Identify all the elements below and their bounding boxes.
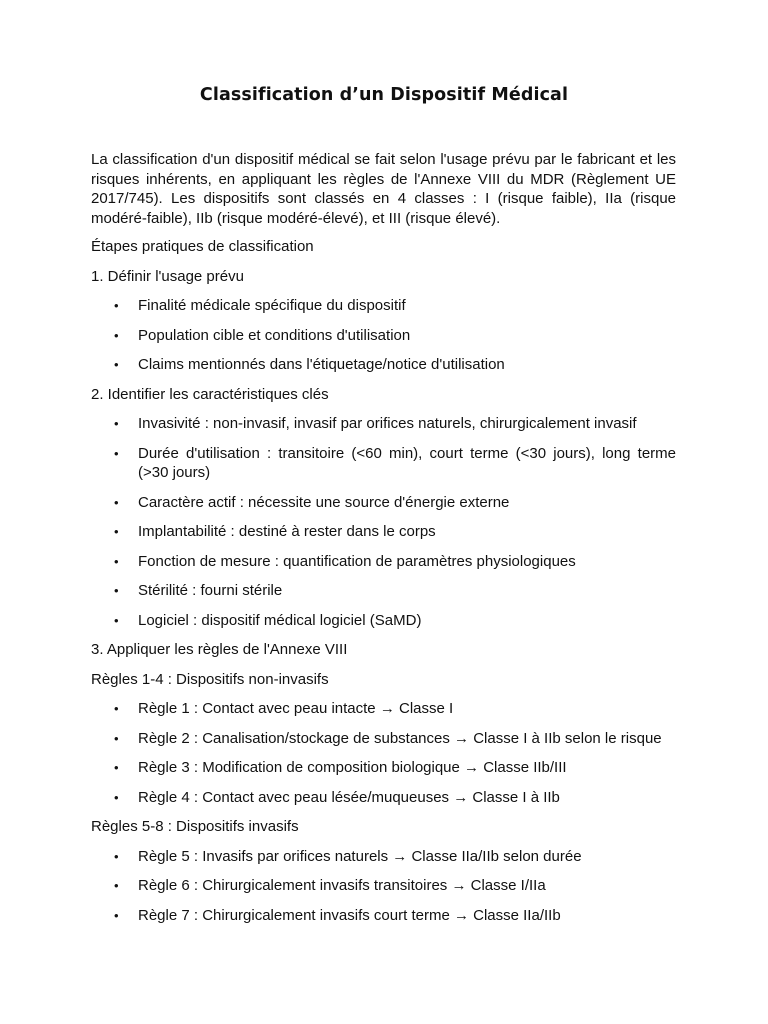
bullet-icon: • <box>114 357 119 372</box>
bullet-icon: • <box>114 494 119 510</box>
rules-group1-list <box>91 699 676 807</box>
rules-group2-heading: Règles 5-8 : Dispositifs invasifs <box>91 818 299 835</box>
bullet-icon: • <box>114 612 119 628</box>
list-item <box>91 414 676 434</box>
document-body <box>91 150 676 935</box>
bullet-icon: • <box>114 760 119 775</box>
list-item <box>91 788 676 808</box>
list-item-text: Fonction de mesure : quantification de paramètres physiologiques <box>138 552 576 570</box>
bullet-icon: • <box>114 907 119 923</box>
list-item-text: Caractère actif : nécessite une source d'énergie externe <box>138 493 510 511</box>
list-item <box>91 729 676 749</box>
step3-heading: 3. Appliquer les règles de l'Annexe VIII <box>91 641 348 658</box>
step1-heading: 1. Définir l'usage prévu <box>91 267 244 285</box>
bullet-icon: • <box>114 701 119 716</box>
list-item <box>91 758 676 778</box>
list-item-text: Durée d'utilisation : transitoire (<60 min), court terme (<30 jours), long terme (>30 jours) <box>138 444 676 481</box>
intro-paragraph: La classification d'un dispositif médical se fait selon l'usage prévu par le fabricant et les risques inhérents, en appliquant les règles de l'Annexe VIII du MDR (Règlement UE 2017/745). Les dispositifs sont classés en 4 classes : I (risque faible), IIa (risque modéré-faible), IIb (risque modéré-élevé), et III (risque élevé). <box>91 151 676 227</box>
bullet-icon: • <box>114 445 119 461</box>
list-item <box>91 552 676 572</box>
list-item-text: Logiciel : dispositif médical logiciel (SaMD) <box>138 611 422 629</box>
list-item-text: Règle 3 : Modification de composition biologique → Classe IIb/III <box>138 759 567 776</box>
list-item-text: Règle 2 : Canalisation/stockage de substances → Classe I à IIb selon le risque <box>138 729 662 747</box>
list-item <box>91 847 676 867</box>
step2-heading: 2. Identifier les caractéristiques clés <box>91 385 329 403</box>
step2-list <box>91 414 676 630</box>
bullet-icon: • <box>114 583 119 598</box>
bullet-icon: • <box>114 416 119 431</box>
bullet-icon: • <box>114 327 119 343</box>
bullet-icon: • <box>114 878 119 893</box>
list-item-text: Population cible et conditions d'utilisation <box>138 326 411 344</box>
list-item-text: Stérilité : fourni stérile <box>138 582 283 599</box>
list-item <box>91 906 676 926</box>
list-item-text: Finalité médicale spécifique du dispositif <box>138 297 406 314</box>
list-item-text: Règle 1 : Contact avec peau intacte → Classe I <box>138 700 454 717</box>
bullet-icon: • <box>114 524 119 539</box>
list-item-text: Règle 7 : Chirurgicalement invasifs court terme → Classe IIa/IIb <box>138 906 561 924</box>
steps-heading: Étapes pratiques de classification <box>91 238 314 255</box>
list-item-text: Implantabilité : destiné à rester dans le corps <box>138 523 436 540</box>
list-item <box>91 876 676 896</box>
bullet-icon: • <box>114 848 119 864</box>
list-item <box>91 522 676 542</box>
rules-group1-heading: Règles 1-4 : Dispositifs non-invasifs <box>91 670 329 688</box>
list-item <box>91 493 676 513</box>
list-item <box>91 326 676 346</box>
rules-group2-list <box>91 847 676 926</box>
list-item-text: Claims mentionnés dans l'étiquetage/notice d'utilisation <box>138 356 505 373</box>
list-item <box>91 444 676 483</box>
list-item <box>91 699 676 719</box>
bullet-icon: • <box>114 789 119 805</box>
list-item <box>91 355 676 375</box>
list-item-text: Règle 5 : Invasifs par orifices naturels → Classe IIa/IIb selon durée <box>138 847 582 865</box>
list-item-text: Règle 6 : Chirurgicalement invasifs transitoires → Classe I/IIa <box>138 877 546 894</box>
list-item <box>91 296 676 316</box>
step1-list <box>91 296 676 375</box>
bullet-icon: • <box>114 730 119 746</box>
list-item-text: Règle 4 : Contact avec peau lésée/muqueuses → Classe I à IIb <box>138 788 560 806</box>
bullet-icon: • <box>114 298 119 313</box>
list-item-text: Invasivité : non-invasif, invasif par orifices naturels, chirurgicalement invasif <box>138 415 637 432</box>
list-item <box>91 581 676 601</box>
bullet-icon: • <box>114 553 119 569</box>
list-item <box>91 611 676 631</box>
document-title: Classification d’un Dispositif Médical <box>199 85 569 105</box>
